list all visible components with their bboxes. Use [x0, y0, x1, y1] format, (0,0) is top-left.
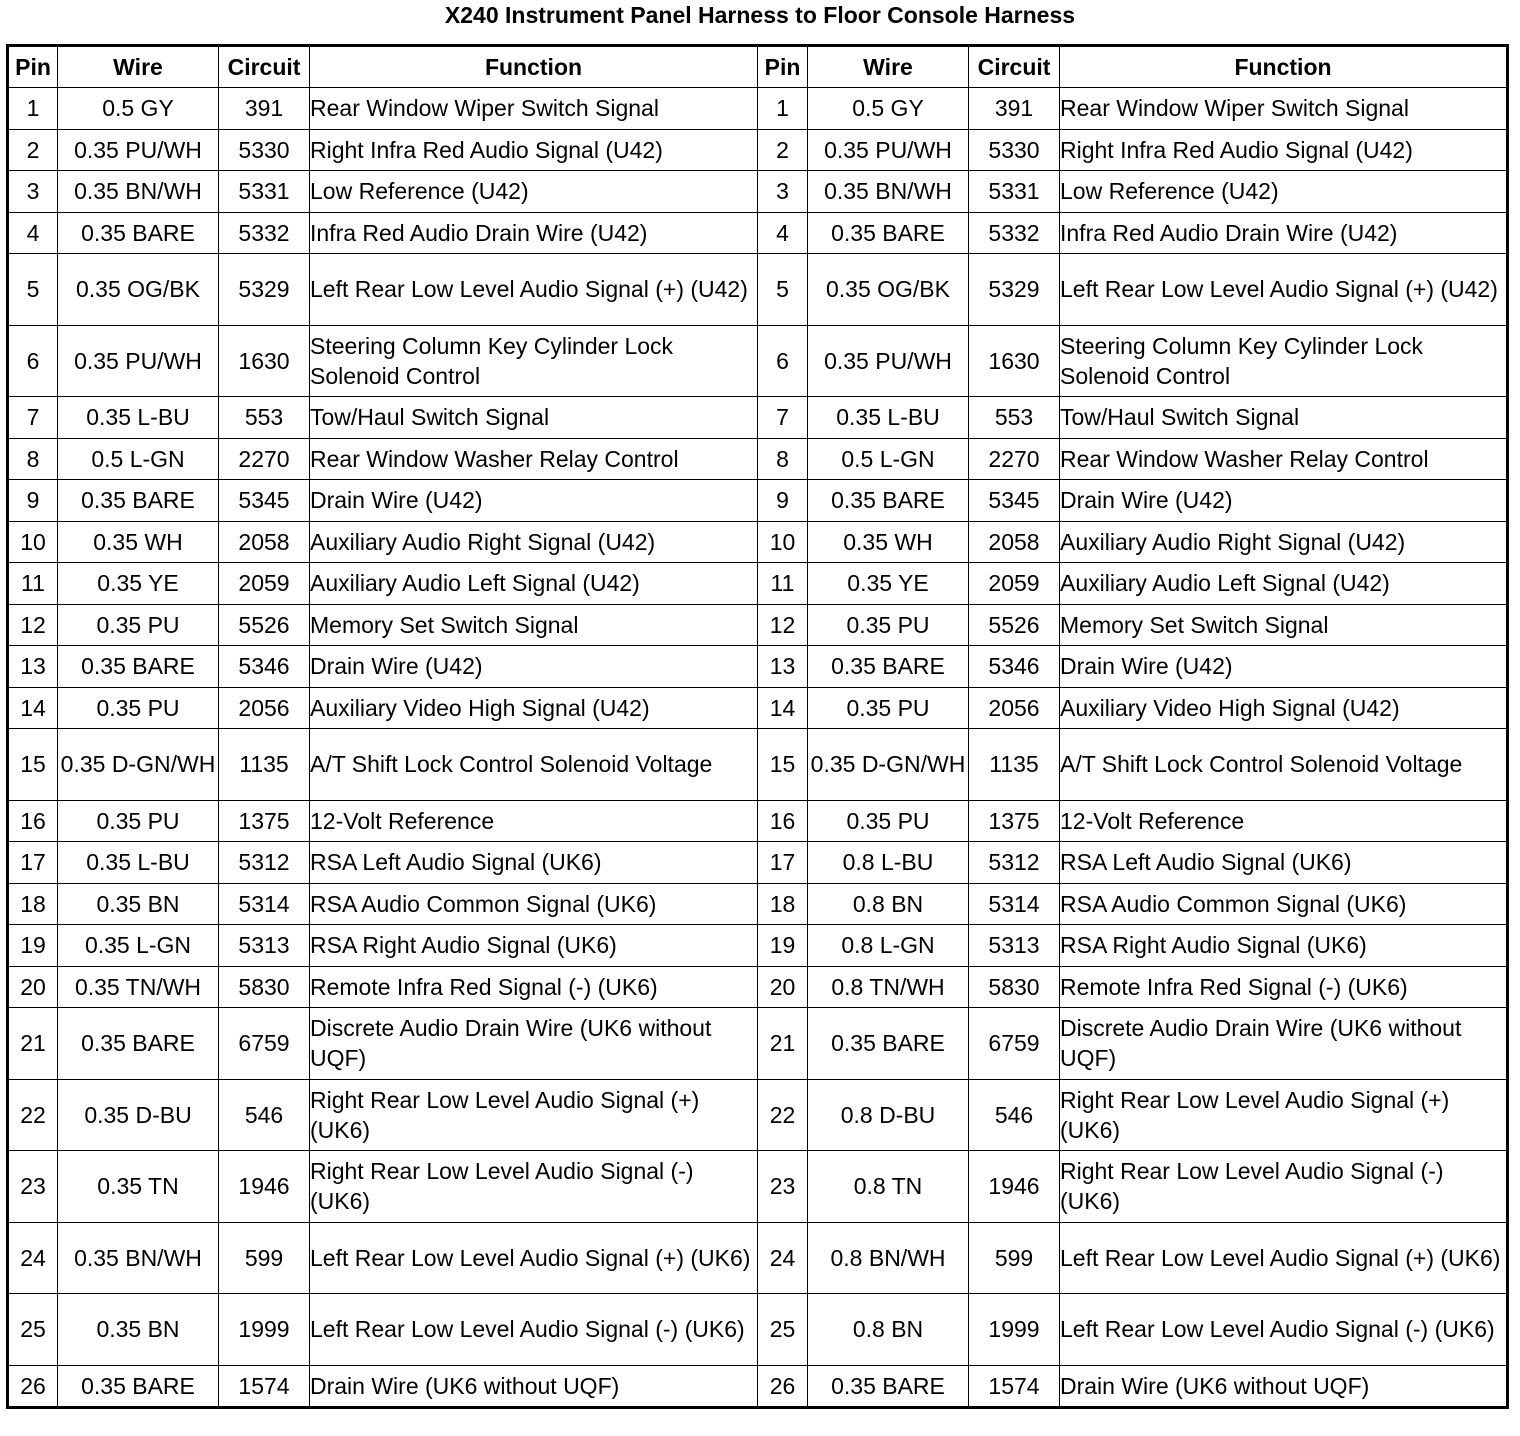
- table-row: [8, 966, 1508, 1008]
- right-pin-cell: 22: [758, 1079, 808, 1151]
- right-pin-cell: 2: [758, 129, 808, 171]
- left-wire-cell: 0.35 BN: [58, 1294, 219, 1366]
- table-row: [8, 212, 1508, 254]
- right-wire-cell: 0.35 YE: [808, 563, 969, 605]
- right-function-cell: Rear Window Wiper Switch Signal: [1060, 88, 1508, 130]
- table-row: [8, 171, 1508, 213]
- right-function-cell: Right Infra Red Audio Signal (U42): [1060, 129, 1508, 171]
- left-pin-cell: 11: [8, 563, 58, 605]
- right-wire-cell: 0.35 BARE: [808, 212, 969, 254]
- right-circuit-cell: 5313: [969, 925, 1060, 967]
- right-function-cell: A/T Shift Lock Control Solenoid Voltage: [1060, 729, 1508, 801]
- left-wire-cell: 0.35 BN/WH: [58, 1222, 219, 1294]
- left-function-cell: Low Reference (U42): [310, 171, 758, 213]
- left-function-cell: Steering Column Key Cylinder Lock Solenoid Control: [310, 325, 758, 397]
- table-row: [8, 88, 1508, 130]
- left-pin-cell: 6: [8, 325, 58, 397]
- left-pin-cell: 13: [8, 646, 58, 688]
- left-circuit-cell: 5331: [219, 171, 310, 213]
- left-wire-cell: 0.35 L-GN: [58, 925, 219, 967]
- header-pin: Pin: [758, 46, 808, 88]
- right-pin-cell: 10: [758, 521, 808, 563]
- table-row: [8, 800, 1508, 842]
- right-circuit-cell: 1630: [969, 325, 1060, 397]
- right-circuit-cell: 5331: [969, 171, 1060, 213]
- left-circuit-cell: 5329: [219, 254, 310, 326]
- left-pin-cell: 2: [8, 129, 58, 171]
- left-function-cell: Drain Wire (U42): [310, 646, 758, 688]
- header-function: Function: [1060, 46, 1508, 88]
- left-wire-cell: 0.35 BARE: [58, 1008, 219, 1080]
- right-wire-cell: 0.35 BARE: [808, 1365, 969, 1408]
- right-wire-cell: 0.35 PU/WH: [808, 325, 969, 397]
- left-circuit-cell: 5345: [219, 480, 310, 522]
- left-function-cell: Right Infra Red Audio Signal (U42): [310, 129, 758, 171]
- table-row: [8, 1294, 1508, 1366]
- right-wire-cell: 0.35 BARE: [808, 1008, 969, 1080]
- left-pin-cell: 9: [8, 480, 58, 522]
- right-circuit-cell: 5830: [969, 966, 1060, 1008]
- right-pin-cell: 15: [758, 729, 808, 801]
- left-circuit-cell: 5313: [219, 925, 310, 967]
- right-pin-cell: 16: [758, 800, 808, 842]
- left-circuit-cell: 1375: [219, 800, 310, 842]
- right-pin-cell: 9: [758, 480, 808, 522]
- table-row: [8, 129, 1508, 171]
- right-function-cell: Discrete Audio Drain Wire (UK6 without UQF): [1060, 1008, 1508, 1080]
- right-wire-cell: 0.8 L-GN: [808, 925, 969, 967]
- header-pin: Pin: [8, 46, 58, 88]
- left-pin-cell: 22: [8, 1079, 58, 1151]
- left-circuit-cell: 5312: [219, 842, 310, 884]
- left-circuit-cell: 1574: [219, 1365, 310, 1408]
- table-row: [8, 1222, 1508, 1294]
- table-row: [8, 883, 1508, 925]
- right-function-cell: Right Rear Low Level Audio Signal (-) (UK6): [1060, 1151, 1508, 1223]
- left-circuit-cell: 391: [219, 88, 310, 130]
- right-wire-cell: 0.35 OG/BK: [808, 254, 969, 326]
- left-wire-cell: 0.35 TN/WH: [58, 966, 219, 1008]
- right-pin-cell: 4: [758, 212, 808, 254]
- table-row: [8, 563, 1508, 605]
- right-function-cell: Drain Wire (U42): [1060, 646, 1508, 688]
- left-pin-cell: 14: [8, 687, 58, 729]
- left-wire-cell: 0.35 BARE: [58, 1365, 219, 1408]
- right-function-cell: Memory Set Switch Signal: [1060, 604, 1508, 646]
- left-circuit-cell: 2058: [219, 521, 310, 563]
- left-function-cell: Left Rear Low Level Audio Signal (-) (UK6): [310, 1294, 758, 1366]
- left-circuit-cell: 2270: [219, 438, 310, 480]
- right-wire-cell: 0.8 BN/WH: [808, 1222, 969, 1294]
- right-wire-cell: 0.35 BARE: [808, 480, 969, 522]
- left-function-cell: Auxiliary Video High Signal (U42): [310, 687, 758, 729]
- left-pin-cell: 5: [8, 254, 58, 326]
- left-pin-cell: 21: [8, 1008, 58, 1080]
- right-function-cell: Tow/Haul Switch Signal: [1060, 397, 1508, 439]
- right-wire-cell: 0.35 PU: [808, 800, 969, 842]
- left-wire-cell: 0.35 PU: [58, 687, 219, 729]
- left-circuit-cell: 553: [219, 397, 310, 439]
- left-function-cell: Auxiliary Audio Right Signal (U42): [310, 521, 758, 563]
- left-circuit-cell: 1946: [219, 1151, 310, 1223]
- right-wire-cell: 0.35 PU/WH: [808, 129, 969, 171]
- left-pin-cell: 23: [8, 1151, 58, 1223]
- left-function-cell: Auxiliary Audio Left Signal (U42): [310, 563, 758, 605]
- right-circuit-cell: 599: [969, 1222, 1060, 1294]
- left-function-cell: Memory Set Switch Signal: [310, 604, 758, 646]
- right-function-cell: Low Reference (U42): [1060, 171, 1508, 213]
- right-wire-cell: 0.35 WH: [808, 521, 969, 563]
- left-wire-cell: 0.35 L-BU: [58, 842, 219, 884]
- left-circuit-cell: 599: [219, 1222, 310, 1294]
- left-pin-cell: 7: [8, 397, 58, 439]
- right-wire-cell: 0.8 TN: [808, 1151, 969, 1223]
- left-circuit-cell: 546: [219, 1079, 310, 1151]
- right-function-cell: Left Rear Low Level Audio Signal (-) (UK6): [1060, 1294, 1508, 1366]
- right-circuit-cell: 5526: [969, 604, 1060, 646]
- left-function-cell: Tow/Haul Switch Signal: [310, 397, 758, 439]
- right-circuit-cell: 2270: [969, 438, 1060, 480]
- left-circuit-cell: 1999: [219, 1294, 310, 1366]
- right-function-cell: Remote Infra Red Signal (-) (UK6): [1060, 966, 1508, 1008]
- left-pin-cell: 25: [8, 1294, 58, 1366]
- left-wire-cell: 0.35 BN/WH: [58, 171, 219, 213]
- header-function: Function: [310, 46, 758, 88]
- right-circuit-cell: 2059: [969, 563, 1060, 605]
- left-wire-cell: 0.35 PU/WH: [58, 129, 219, 171]
- table-row: [8, 521, 1508, 563]
- left-function-cell: Left Rear Low Level Audio Signal (+) (UK6): [310, 1222, 758, 1294]
- right-wire-cell: 0.8 L-BU: [808, 842, 969, 884]
- left-function-cell: RSA Audio Common Signal (UK6): [310, 883, 758, 925]
- right-circuit-cell: 391: [969, 88, 1060, 130]
- right-pin-cell: 23: [758, 1151, 808, 1223]
- page-title: X240 Instrument Panel Harness to Floor Console Harness: [444, 2, 1076, 28]
- table-row: [8, 1008, 1508, 1080]
- left-circuit-cell: 5330: [219, 129, 310, 171]
- right-circuit-cell: 5330: [969, 129, 1060, 171]
- left-wire-cell: 0.35 PU: [58, 604, 219, 646]
- right-pin-cell: 1: [758, 88, 808, 130]
- right-circuit-cell: 546: [969, 1079, 1060, 1151]
- left-pin-cell: 26: [8, 1365, 58, 1408]
- left-wire-cell: 0.35 L-BU: [58, 397, 219, 439]
- left-wire-cell: 0.35 D-BU: [58, 1079, 219, 1151]
- right-pin-cell: 12: [758, 604, 808, 646]
- left-circuit-cell: 2056: [219, 687, 310, 729]
- left-function-cell: Drain Wire (U42): [310, 480, 758, 522]
- right-circuit-cell: 1135: [969, 729, 1060, 801]
- right-function-cell: RSA Right Audio Signal (UK6): [1060, 925, 1508, 967]
- left-function-cell: RSA Left Audio Signal (UK6): [310, 842, 758, 884]
- table-row: [8, 842, 1508, 884]
- table-row: [8, 254, 1508, 326]
- left-wire-cell: 0.35 D-GN/WH: [58, 729, 219, 801]
- right-circuit-cell: 6759: [969, 1008, 1060, 1080]
- left-wire-cell: 0.35 PU/WH: [58, 325, 219, 397]
- left-wire-cell: 0.35 OG/BK: [58, 254, 219, 326]
- right-pin-cell: 7: [758, 397, 808, 439]
- left-function-cell: Rear Window Washer Relay Control: [310, 438, 758, 480]
- table-row: [8, 925, 1508, 967]
- right-function-cell: Auxiliary Audio Left Signal (U42): [1060, 563, 1508, 605]
- left-circuit-cell: 2059: [219, 563, 310, 605]
- right-circuit-cell: 5345: [969, 480, 1060, 522]
- left-circuit-cell: 5332: [219, 212, 310, 254]
- header-wire: Wire: [58, 46, 219, 88]
- header-circuit: Circuit: [219, 46, 310, 88]
- right-pin-cell: 8: [758, 438, 808, 480]
- right-function-cell: Left Rear Low Level Audio Signal (+) (U42): [1060, 254, 1508, 326]
- right-circuit-cell: 5332: [969, 212, 1060, 254]
- right-circuit-cell: 553: [969, 397, 1060, 439]
- right-wire-cell: 0.8 BN: [808, 883, 969, 925]
- right-pin-cell: 11: [758, 563, 808, 605]
- table-row: [8, 1151, 1508, 1223]
- right-pin-cell: 21: [758, 1008, 808, 1080]
- right-wire-cell: 0.5 GY: [808, 88, 969, 130]
- right-circuit-cell: 2056: [969, 687, 1060, 729]
- right-wire-cell: 0.8 TN/WH: [808, 966, 969, 1008]
- left-function-cell: Left Rear Low Level Audio Signal (+) (U42): [310, 254, 758, 326]
- right-wire-cell: 0.35 L-BU: [808, 397, 969, 439]
- right-function-cell: Steering Column Key Cylinder Lock Solenoid Control: [1060, 325, 1508, 397]
- table-row: [8, 397, 1508, 439]
- left-circuit-cell: 6759: [219, 1008, 310, 1080]
- left-wire-cell: 0.5 GY: [58, 88, 219, 130]
- right-pin-cell: 26: [758, 1365, 808, 1408]
- left-pin-cell: 19: [8, 925, 58, 967]
- right-pin-cell: 25: [758, 1294, 808, 1366]
- table-row: [8, 729, 1508, 801]
- right-pin-cell: 17: [758, 842, 808, 884]
- right-circuit-cell: 5314: [969, 883, 1060, 925]
- header-row: [8, 46, 1508, 88]
- right-function-cell: 12-Volt Reference: [1060, 800, 1508, 842]
- left-function-cell: Rear Window Wiper Switch Signal: [310, 88, 758, 130]
- left-circuit-cell: 5526: [219, 604, 310, 646]
- left-function-cell: Discrete Audio Drain Wire (UK6 without UQF): [310, 1008, 758, 1080]
- left-wire-cell: 0.35 BARE: [58, 480, 219, 522]
- table-row: [8, 687, 1508, 729]
- right-pin-cell: 20: [758, 966, 808, 1008]
- left-pin-cell: 4: [8, 212, 58, 254]
- table-row: [8, 1079, 1508, 1151]
- left-pin-cell: 8: [8, 438, 58, 480]
- left-wire-cell: 0.35 YE: [58, 563, 219, 605]
- header-circuit: Circuit: [969, 46, 1060, 88]
- right-function-cell: Drain Wire (UK6 without UQF): [1060, 1365, 1508, 1408]
- right-pin-cell: 5: [758, 254, 808, 326]
- left-pin-cell: 24: [8, 1222, 58, 1294]
- left-pin-cell: 3: [8, 171, 58, 213]
- left-wire-cell: 0.35 BARE: [58, 646, 219, 688]
- right-function-cell: Drain Wire (U42): [1060, 480, 1508, 522]
- left-circuit-cell: 5314: [219, 883, 310, 925]
- table-row: [8, 480, 1508, 522]
- right-circuit-cell: 1999: [969, 1294, 1060, 1366]
- right-pin-cell: 19: [758, 925, 808, 967]
- table-row: [8, 646, 1508, 688]
- left-wire-cell: 0.35 PU: [58, 800, 219, 842]
- left-wire-cell: 0.35 BARE: [58, 212, 219, 254]
- left-function-cell: Drain Wire (UK6 without UQF): [310, 1365, 758, 1408]
- right-pin-cell: 18: [758, 883, 808, 925]
- left-circuit-cell: 1135: [219, 729, 310, 801]
- left-function-cell: Remote Infra Red Signal (-) (UK6): [310, 966, 758, 1008]
- pinout-table: [6, 44, 1509, 1409]
- left-circuit-cell: 1630: [219, 325, 310, 397]
- header-wire: Wire: [808, 46, 969, 88]
- left-function-cell: 12-Volt Reference: [310, 800, 758, 842]
- right-circuit-cell: 5346: [969, 646, 1060, 688]
- right-pin-cell: 3: [758, 171, 808, 213]
- right-pin-cell: 13: [758, 646, 808, 688]
- right-wire-cell: 0.35 BN/WH: [808, 171, 969, 213]
- right-function-cell: Left Rear Low Level Audio Signal (+) (UK6): [1060, 1222, 1508, 1294]
- right-circuit-cell: 2058: [969, 521, 1060, 563]
- left-wire-cell: 0.5 L-GN: [58, 438, 219, 480]
- right-circuit-cell: 1574: [969, 1365, 1060, 1408]
- right-function-cell: Infra Red Audio Drain Wire (U42): [1060, 212, 1508, 254]
- left-function-cell: A/T Shift Lock Control Solenoid Voltage: [310, 729, 758, 801]
- left-pin-cell: 1: [8, 88, 58, 130]
- right-wire-cell: 0.35 PU: [808, 687, 969, 729]
- right-function-cell: Auxiliary Video High Signal (U42): [1060, 687, 1508, 729]
- left-function-cell: Right Rear Low Level Audio Signal (+) (UK6): [310, 1079, 758, 1151]
- left-pin-cell: 16: [8, 800, 58, 842]
- table-row: [8, 325, 1508, 397]
- table-row: [8, 1365, 1508, 1408]
- table-row: [8, 438, 1508, 480]
- right-function-cell: Auxiliary Audio Right Signal (U42): [1060, 521, 1508, 563]
- left-pin-cell: 15: [8, 729, 58, 801]
- right-pin-cell: 24: [758, 1222, 808, 1294]
- right-wire-cell: 0.35 BARE: [808, 646, 969, 688]
- right-pin-cell: 6: [758, 325, 808, 397]
- left-pin-cell: 12: [8, 604, 58, 646]
- right-wire-cell: 0.35 PU: [808, 604, 969, 646]
- left-function-cell: Right Rear Low Level Audio Signal (-) (UK6): [310, 1151, 758, 1223]
- right-wire-cell: 0.5 L-GN: [808, 438, 969, 480]
- left-wire-cell: 0.35 TN: [58, 1151, 219, 1223]
- right-wire-cell: 0.8 BN: [808, 1294, 969, 1366]
- right-pin-cell: 14: [758, 687, 808, 729]
- right-function-cell: RSA Left Audio Signal (UK6): [1060, 842, 1508, 884]
- left-circuit-cell: 5830: [219, 966, 310, 1008]
- left-wire-cell: 0.35 WH: [58, 521, 219, 563]
- right-function-cell: Rear Window Washer Relay Control: [1060, 438, 1508, 480]
- left-function-cell: Infra Red Audio Drain Wire (U42): [310, 212, 758, 254]
- left-pin-cell: 20: [8, 966, 58, 1008]
- right-circuit-cell: 5329: [969, 254, 1060, 326]
- left-function-cell: RSA Right Audio Signal (UK6): [310, 925, 758, 967]
- right-wire-cell: 0.35 D-GN/WH: [808, 729, 969, 801]
- right-wire-cell: 0.8 D-BU: [808, 1079, 969, 1151]
- right-circuit-cell: 5312: [969, 842, 1060, 884]
- right-circuit-cell: 1946: [969, 1151, 1060, 1223]
- left-pin-cell: 17: [8, 842, 58, 884]
- left-wire-cell: 0.35 BN: [58, 883, 219, 925]
- right-circuit-cell: 1375: [969, 800, 1060, 842]
- right-function-cell: Right Rear Low Level Audio Signal (+) (UK6): [1060, 1079, 1508, 1151]
- table-row: [8, 604, 1508, 646]
- left-pin-cell: 18: [8, 883, 58, 925]
- left-circuit-cell: 5346: [219, 646, 310, 688]
- left-pin-cell: 10: [8, 521, 58, 563]
- right-function-cell: RSA Audio Common Signal (UK6): [1060, 883, 1508, 925]
